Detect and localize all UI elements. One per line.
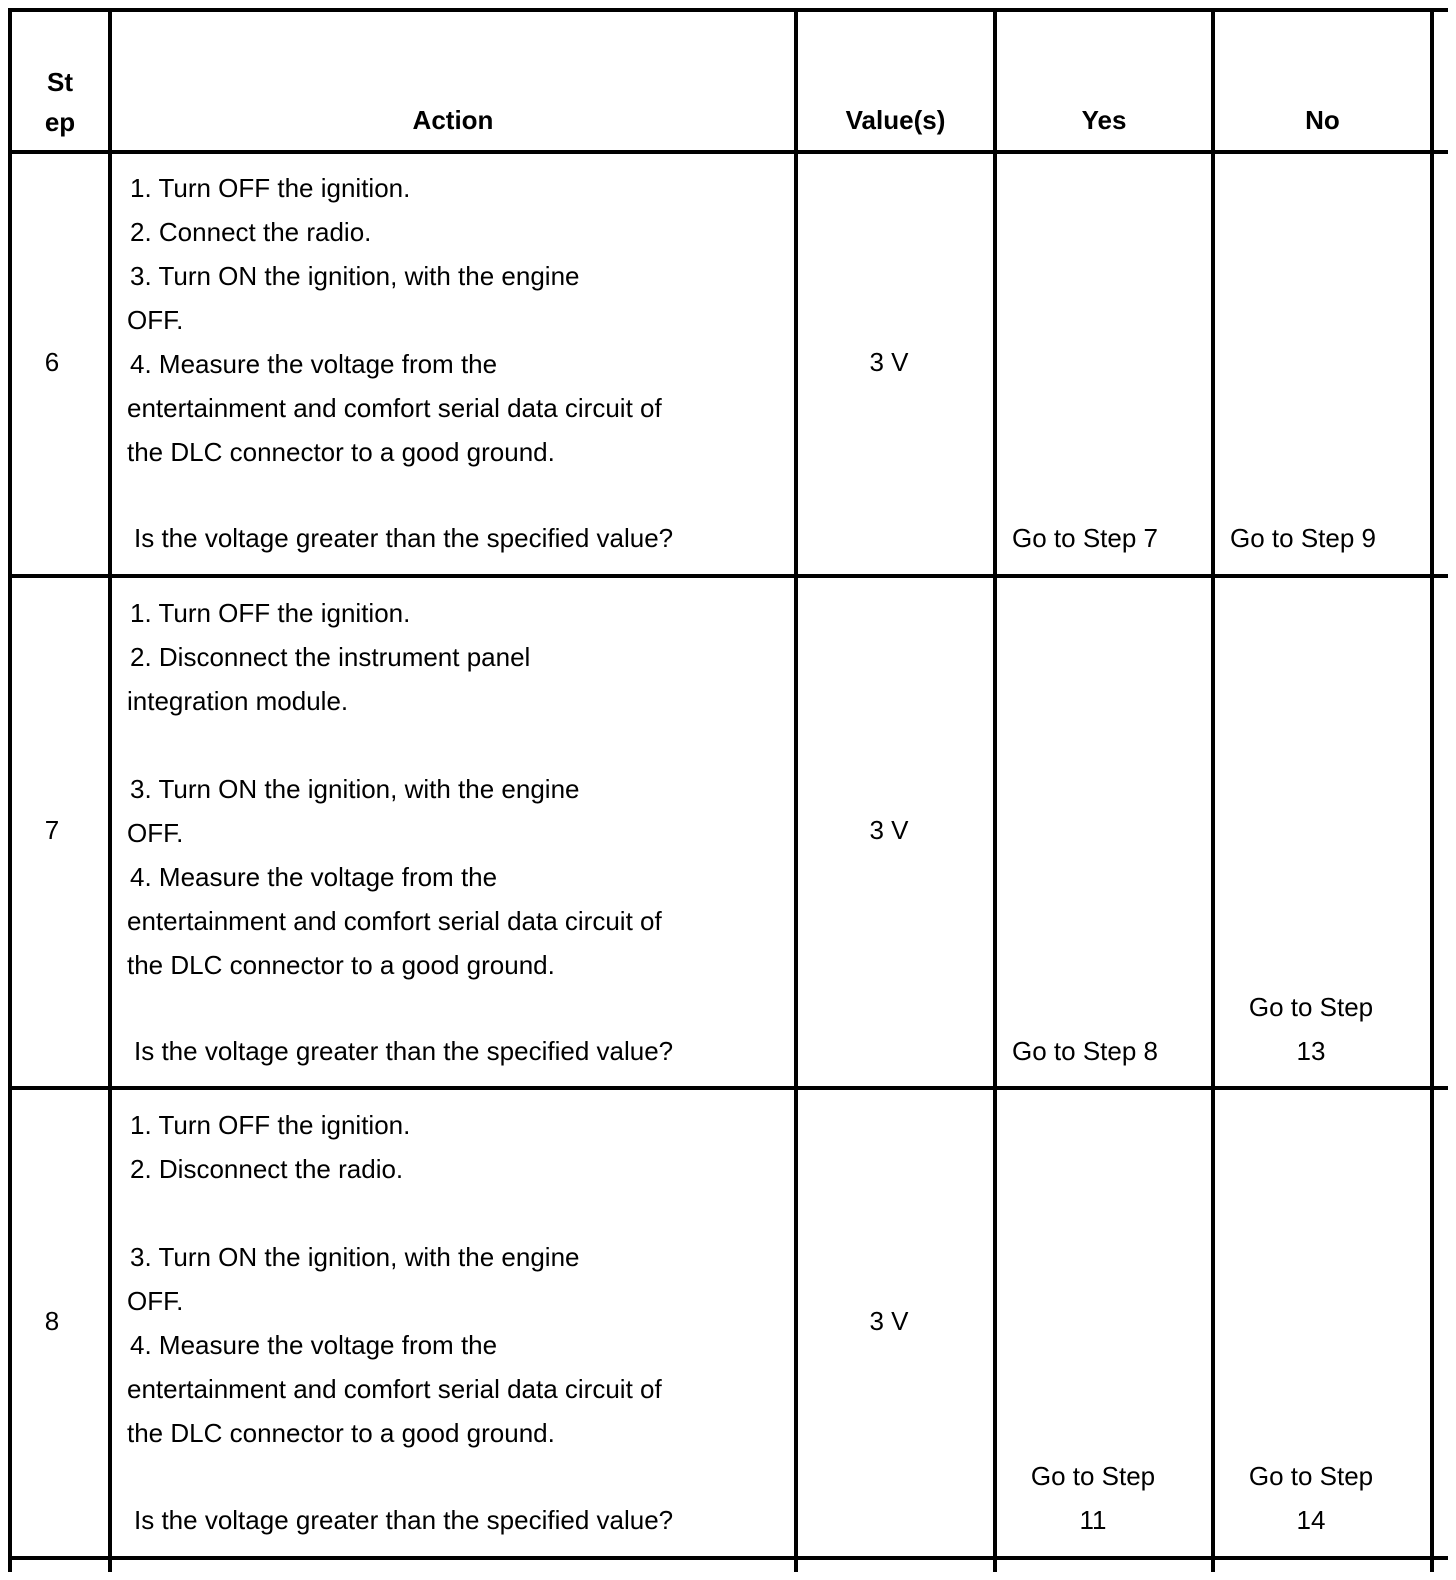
value-cell: 3 V [869, 1306, 909, 1336]
action-line: 4. Measure the voltage from the [130, 862, 498, 892]
action-line: 2. Connect the radio. [130, 217, 372, 247]
grid-line [8, 8, 1448, 12]
yes-cell-line2: 11 [1079, 1505, 1107, 1535]
grid-line [8, 574, 1448, 578]
no-cell-line1: Go to Step [1248, 992, 1374, 1022]
step-number: 6 [44, 347, 60, 377]
grid-line [1211, 8, 1215, 1572]
action-line: OFF. [127, 818, 184, 848]
action-line: 2. Disconnect the radio. [130, 1154, 404, 1184]
action-question: Is the voltage greater than the specified value? [134, 1036, 674, 1066]
header-step [12, 62, 108, 142]
action-line: 3. Turn ON the ignition, with the engine [130, 1242, 580, 1272]
action-question: Is the voltage greater than the specified value? [134, 523, 674, 553]
action-line: 1. Turn OFF the ignition. [130, 173, 411, 203]
action-line: entertainment and comfort serial data circuit of [127, 393, 662, 423]
action-line: OFF. [127, 305, 184, 335]
header-action: Action [412, 105, 494, 135]
action-line: 1. Turn OFF the ignition. [130, 1110, 411, 1140]
no-cell-line2: 14 [1296, 1505, 1326, 1535]
action-line: 1. Turn OFF the ignition. [130, 598, 411, 628]
no-cell-line2: 13 [1296, 1036, 1326, 1066]
action-line: 4. Measure the voltage from the [130, 349, 498, 379]
action-line: 3. Turn ON the ignition, with the engine [130, 261, 580, 291]
header-yes: Yes [1081, 105, 1127, 135]
value-cell: 3 V [869, 347, 909, 377]
no-cell: Go to Step 9 [1230, 523, 1376, 553]
action-line: entertainment and comfort serial data circuit of [127, 1374, 662, 1404]
header-values: Value(s) [845, 105, 946, 135]
header-step-line2: ep [44, 107, 76, 137]
action-line: the DLC connector to a good ground. [127, 950, 555, 980]
grid-line [8, 1556, 1448, 1560]
grid-line [1430, 8, 1434, 1572]
grid-line [8, 150, 1448, 154]
action-line: the DLC connector to a good ground. [127, 437, 555, 467]
action-line: 4. Measure the voltage from the [130, 1330, 498, 1360]
no-cell-line1: Go to Step [1248, 1461, 1374, 1491]
action-line: OFF. [127, 1286, 184, 1316]
step-number: 7 [44, 815, 60, 845]
yes-cell: Go to Step 7 [1012, 523, 1158, 553]
grid-line [993, 8, 997, 1572]
grid-line [8, 1086, 1448, 1090]
grid-line [108, 8, 112, 1572]
action-question: Is the voltage greater than the specified value? [134, 1505, 674, 1535]
yes-cell: Go to Step 8 [1012, 1036, 1158, 1066]
step-number: 8 [44, 1306, 60, 1336]
action-line: 3. Turn ON the ignition, with the engine [130, 774, 580, 804]
yes-cell-line1: Go to Step [1030, 1461, 1156, 1491]
action-line: 2. Disconnect the instrument panel [130, 642, 531, 672]
action-line: entertainment and comfort serial data circuit of [127, 906, 662, 936]
header-step-line1: St [47, 67, 73, 97]
header-no: No [1305, 105, 1340, 135]
value-cell: 3 V [869, 815, 909, 845]
action-line: the DLC connector to a good ground. [127, 1418, 555, 1448]
action-line: integration module. [127, 686, 349, 716]
